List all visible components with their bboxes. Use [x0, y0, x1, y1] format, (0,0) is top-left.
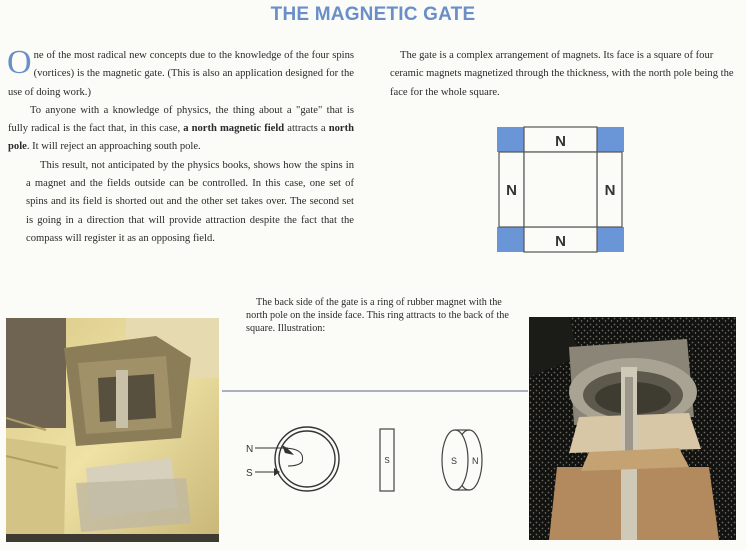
- corner-magnet-bottom-left: [497, 227, 524, 252]
- gate-text-mid: attracts a: [284, 123, 329, 135]
- n-arrow-head: [282, 445, 294, 455]
- page-title: THE MAGNETIC GATE: [270, 4, 476, 25]
- left-column: [7, 44, 354, 248]
- ring-inner: [279, 431, 335, 487]
- gate-text-start: To anyone with a knowledge of physics, the thing about a "gate" that is fully radical is the fact that, in this case,: [8, 104, 354, 135]
- gate-photo-left: [6, 318, 219, 542]
- result-paragraph: This result, not anticipated by the physics books, shows how the spins in a magnet and the fields outside can be controlled. In this case, one set of spins and its field is shorted out and the other set takes over. The second set is going in a direction that will provide attraction despite the fact that the compass will register it as an opposing field.: [26, 159, 354, 244]
- right-column: [390, 47, 735, 102]
- corner-magnet-bottom-right: [597, 227, 624, 252]
- label-left-n: N: [506, 182, 517, 199]
- caption-text: The back side of the gate is a ring of rubber magnet with the north pole on the inside face. This ring attracts to the back of the square. Illustration:: [246, 297, 509, 335]
- label-right-n: N: [604, 182, 616, 199]
- gate-bold-field: a north magnetic field: [183, 123, 285, 135]
- side-n-label: N: [472, 456, 479, 466]
- gate-center: [524, 152, 597, 227]
- gate-paragraph: [8, 102, 354, 157]
- gate-photo-right: [529, 317, 736, 540]
- side-s-label: S: [451, 456, 458, 466]
- label-s-pole: S: [246, 468, 253, 479]
- gate-description: The gate is a complex arrangement of magnets. Its face is a square of four ceramic magnets magnetized through the thickness, with the north pole being the face for the whole square.: [390, 50, 734, 98]
- edge-s-label: S: [384, 456, 390, 465]
- label-bottom-n: N: [555, 233, 566, 250]
- label-top-n: N: [555, 133, 566, 150]
- corner-magnet-top-right: [597, 127, 624, 152]
- intro-text: ne of the most radical new concepts due to the knowledge of the four spins (vortices) is the magnetic gate. (This is also an application designed for the use of doing work.): [8, 50, 354, 98]
- gate-square-diagram: [496, 126, 626, 254]
- corner-magnet-top-left: [497, 127, 524, 152]
- drop-cap: O: [7, 44, 32, 81]
- ring-magnet-illustration: [222, 390, 528, 502]
- gate-bold-pole: north pole: [8, 123, 354, 153]
- intro-paragraph: [7, 44, 354, 102]
- gate-text-end: . It will reject an approaching south pole.: [26, 141, 201, 153]
- ring-caption: [246, 296, 514, 336]
- ring-outer: [275, 427, 339, 491]
- label-n-pole: N: [246, 444, 254, 455]
